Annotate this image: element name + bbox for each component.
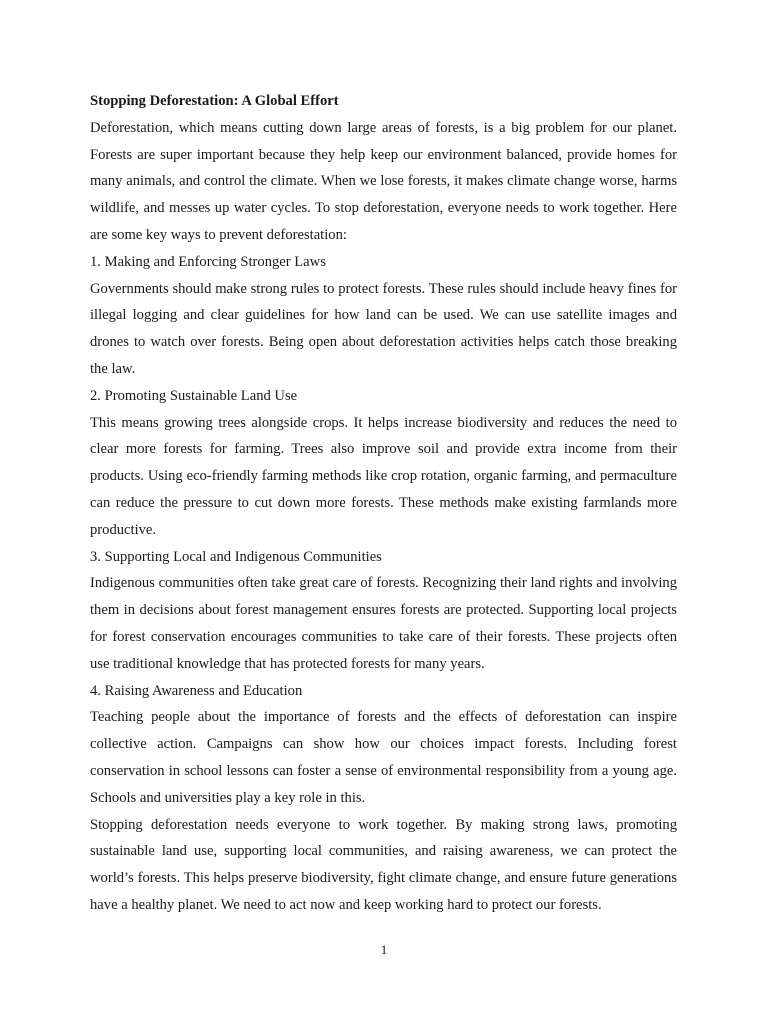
section-heading-communities: 3. Supporting Local and Indigenous Communities: [90, 548, 382, 565]
page-number: 1: [380, 942, 388, 957]
document-page: [90, 88, 677, 919]
section-body-awareness: Teaching people about the importance of forests and the effects of deforestation can inspire collective action. Campaigns can show how our choices impact forests. Including forest conservation in school lessons can foster a sense of environmental responsibility from a young age. Schools and universities play a key role in this.: [90, 709, 677, 806]
section-heading-awareness: 4. Raising Awareness and Education: [90, 682, 303, 699]
conclusion-paragraph: Stopping deforestation needs everyone to work together. By making strong laws, promoting sustainable land use, supporting local communities, and raising awareness, we can protect the world’s forests. This helps preserve biodiversity, fight climate change, and ensure future generations have a healthy planet. We need to act now and keep working hard to protect our forests.: [90, 816, 677, 913]
section-heading-land-use: 2. Promoting Sustainable Land Use: [90, 387, 298, 404]
section-body-laws: Governments should make strong rules to protect forests. These rules should include heavy fines for illegal logging and clear guidelines for how land can be used. We can use satellite images and drones to watch over forests. Being open about deforestation activities helps catch those breaking the law.: [90, 280, 677, 377]
intro-paragraph: Deforestation, which means cutting down large areas of forests, is a big problem for our planet. Forests are super important because they help keep our environment balanced, provide homes for many animals, and control the climate. When we lose forests, it makes climate change worse, harms wildlife, and messes up water cycles. To stop deforestation, everyone needs to work together. Here are some key ways to prevent deforestation:: [90, 119, 677, 243]
section-heading-laws: 1. Making and Enforcing Stronger Laws: [90, 253, 326, 270]
section-body-communities: Indigenous communities often take great care of forests. Recognizing their land rights and involving them in decisions about forest management ensures forests are protected. Supporting local projects for forest conservation encourages communities to take care of their forests. These projects often use traditional knowledge that has protected forests for many years.: [90, 575, 677, 672]
section-body-land-use: This means growing trees alongside crops. It helps increase biodiversity and reduces the need to clear more forests for farming. Trees also improve soil and provide extra income from their products. Using eco-friendly farming methods like crop rotation, organic farming, and permaculture can reduce the pressure to cut down more forests. These methods make existing farmlands more productive.: [90, 414, 677, 538]
document-title: Stopping Deforestation: A Global Effort: [90, 93, 339, 109]
